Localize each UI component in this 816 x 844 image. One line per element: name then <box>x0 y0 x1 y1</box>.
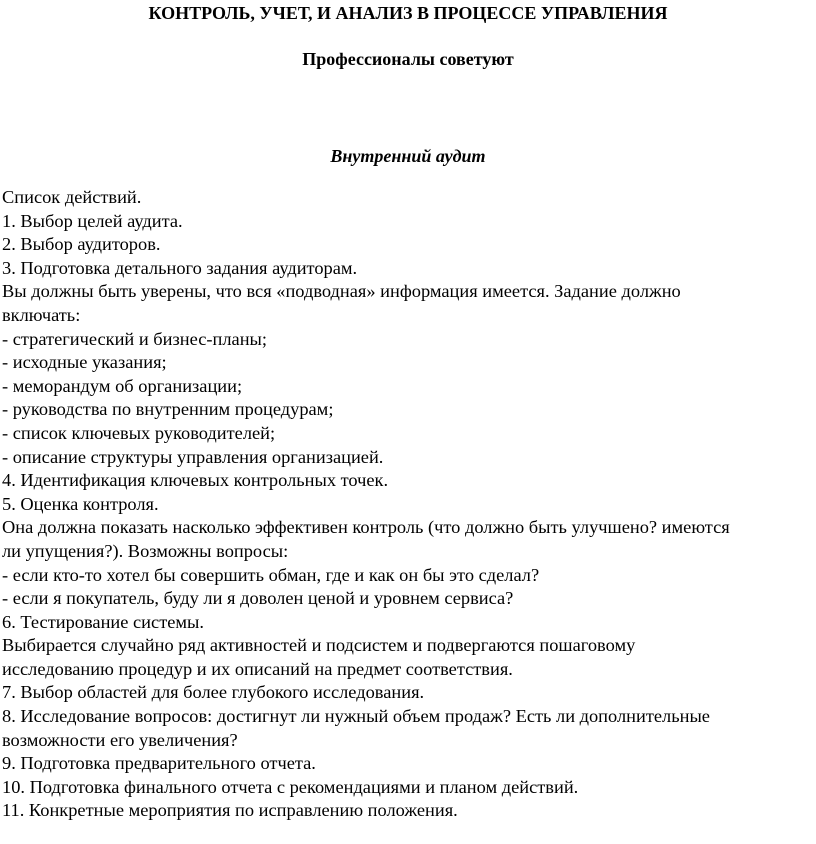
text-line: 7. Выбор областей для более глубокого исследования. <box>2 682 425 703</box>
text-line: 2. Выбор аудиторов. <box>2 234 161 255</box>
text-line: - меморандум об организации; <box>2 375 243 396</box>
document-body <box>2 186 814 823</box>
text-line: Она должна показать насколько эффективен контроль (что должно быть улучшено? имеются <box>2 517 730 538</box>
text-line: Список действий. <box>2 187 142 207</box>
text-line: - исходные указания; <box>2 352 167 373</box>
text-line: 9. Подготовка предварительного отчета. <box>2 753 316 774</box>
section-title: Внутренний аудит <box>330 146 486 166</box>
text-line: 6. Тестирование системы. <box>2 611 204 632</box>
text-line: исследованию процедур и их описаний на предмет соответствия. <box>2 658 513 679</box>
document-title: КОНТРОЛЬ, УЧЕТ, И АНАЛИЗ В ПРОЦЕССЕ УПРАВЛЕНИЯ <box>148 3 668 23</box>
document-subtitle: Профессионалы советуют <box>302 49 514 69</box>
text-line: 1. Выбор целей аудита. <box>2 210 183 231</box>
text-line: Вы должны быть уверены, что вся «подводная» информация имеется. Задание должно <box>2 281 681 302</box>
text-line: - описание структуры управления организацией. <box>2 446 384 467</box>
text-line: 8. Исследование вопросов: достигнут ли нужный объем продаж? Есть ли дополнительные <box>2 706 710 727</box>
text-line: возможности его увеличения? <box>2 729 238 750</box>
text-line: 10. Подготовка финального отчета с рекомендациями и планом действий. <box>2 776 579 797</box>
text-line: - стратегический и бизнес-планы; <box>2 328 268 349</box>
text-line: 11. Конкретные мероприятия по исправлению положения. <box>2 800 458 821</box>
text-line: - руководства по внутренним процедурам; <box>2 399 334 420</box>
text-line: - список ключевых руководителей; <box>2 422 276 443</box>
text-line: Выбирается случайно ряд активностей и подсистем и подвергаются пошаговому <box>2 635 636 656</box>
text-line: - если кто-то хотел бы совершить обман, где и как он бы это сделал? <box>2 564 540 585</box>
text-line: ли упущения?). Возможны вопросы: <box>2 540 289 561</box>
text-line: 3. Подготовка детального задания аудиторам. <box>2 257 358 278</box>
text-line: 5. Оценка контроля. <box>2 493 159 514</box>
text-line: 4. Идентификация ключевых контрольных точек. <box>2 470 389 491</box>
text-line: - если я покупатель, буду ли я доволен ценой и уровнем сервиса? <box>2 588 514 609</box>
text-line: включать: <box>2 304 81 325</box>
